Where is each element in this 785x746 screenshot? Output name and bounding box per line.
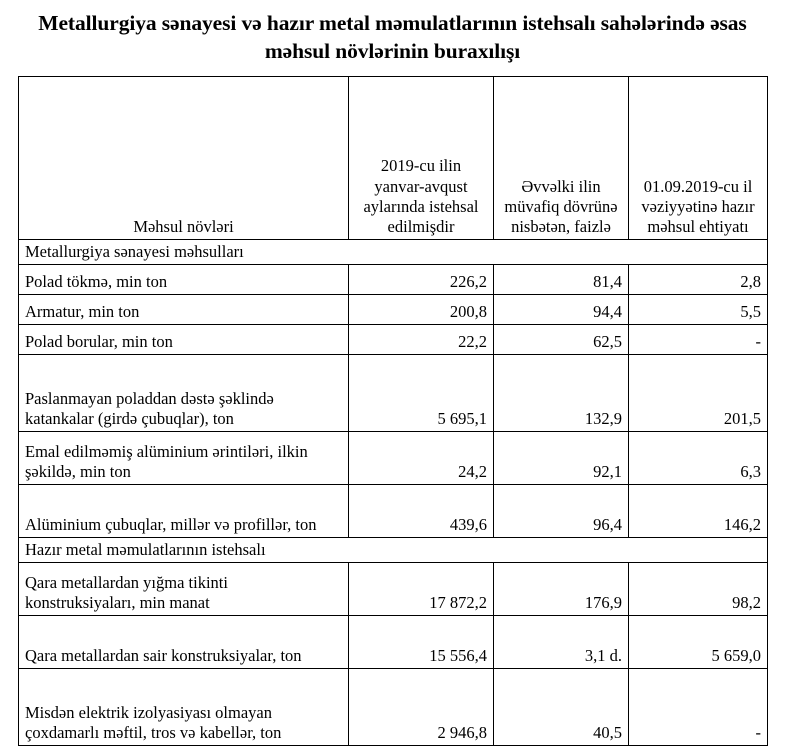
row-label: Misdən elektrik izolyasiyası olmayan çoxdamarlı məftil, tros və kabellər, ton xyxy=(19,668,349,745)
row-value-produced: 15 556,4 xyxy=(349,615,494,668)
row-value-percent: 40,5 xyxy=(494,668,629,745)
row-value-stock: - xyxy=(629,668,768,745)
section-label: Metallurgiya sənayesi məhsulları xyxy=(19,239,768,264)
table-row xyxy=(19,484,768,537)
row-label: Polad tökmə, min ton xyxy=(19,264,349,294)
row-label: Qara metallardan yığma tikinti konstruksiyaları, min manat xyxy=(19,562,349,615)
product-output-table xyxy=(18,76,768,746)
row-label: Qara metallardan sair konstruksiyalar, ton xyxy=(19,615,349,668)
row-value-stock: 5,5 xyxy=(629,294,768,324)
row-value-percent: 176,9 xyxy=(494,562,629,615)
page-title: Metallurgiya sənayesi və hazır metal məmulatlarının istehsalı sahələrində əsas məhsul növlərinin buraxılışı xyxy=(38,11,747,63)
table-row xyxy=(19,354,768,431)
row-value-stock: 201,5 xyxy=(629,354,768,431)
row-value-produced: 226,2 xyxy=(349,264,494,294)
table-header xyxy=(19,76,768,239)
row-label: Alüminium çubuqlar, millər və profillər, ton xyxy=(19,484,349,537)
row-value-produced: 5 695,1 xyxy=(349,354,494,431)
table-body xyxy=(19,239,768,745)
table-row xyxy=(19,294,768,324)
row-value-produced: 2 946,8 xyxy=(349,668,494,745)
row-label: Polad borular, min ton xyxy=(19,324,349,354)
table-section-row xyxy=(19,537,768,562)
row-value-stock: 146,2 xyxy=(629,484,768,537)
row-value-produced: 22,2 xyxy=(349,324,494,354)
row-label: Emal edilməmiş alüminium ərintiləri, ilkin şəkildə, min ton xyxy=(19,431,349,484)
column-header-produced-jan-aug-2019: 2019-cu ilin yanvar-avqust aylarında istehsal edilmişdir xyxy=(349,76,494,239)
row-value-produced: 439,6 xyxy=(349,484,494,537)
table-header-row xyxy=(19,76,768,239)
row-value-percent: 96,4 xyxy=(494,484,629,537)
column-header-percent-vs-previous-year: Əvvəlki ilin müvafiq dövrünə nisbətən, faizlə xyxy=(494,76,629,239)
row-value-produced: 17 872,2 xyxy=(349,562,494,615)
table-row xyxy=(19,431,768,484)
row-value-stock: 2,8 xyxy=(629,264,768,294)
row-value-percent: 132,9 xyxy=(494,354,629,431)
table-section-row xyxy=(19,239,768,264)
row-value-stock: 5 659,0 xyxy=(629,615,768,668)
row-value-produced: 200,8 xyxy=(349,294,494,324)
table-row xyxy=(19,324,768,354)
table-row xyxy=(19,615,768,668)
row-value-percent: 92,1 xyxy=(494,431,629,484)
section-label: Hazır metal məmulatlarının istehsalı xyxy=(19,537,768,562)
row-value-percent: 3,1 d. xyxy=(494,615,629,668)
row-value-percent: 62,5 xyxy=(494,324,629,354)
row-value-stock: 98,2 xyxy=(629,562,768,615)
table-row xyxy=(19,668,768,745)
row-value-stock: 6,3 xyxy=(629,431,768,484)
row-label: Paslanmayan poladdan dəstə şəklində katankalar (girdə çubuqlar), ton xyxy=(19,354,349,431)
table-row xyxy=(19,264,768,294)
row-value-produced: 24,2 xyxy=(349,431,494,484)
row-value-percent: 81,4 xyxy=(494,264,629,294)
row-value-percent: 94,4 xyxy=(494,294,629,324)
row-label: Armatur, min ton xyxy=(19,294,349,324)
column-header-stock-at-01-09-2019: 01.09.2019-cu il vəziyyətinə hazır məhsul ehtiyatı xyxy=(629,76,768,239)
column-header-product-type: Məhsul növləri xyxy=(19,76,349,239)
row-value-stock: - xyxy=(629,324,768,354)
table-row xyxy=(19,562,768,615)
